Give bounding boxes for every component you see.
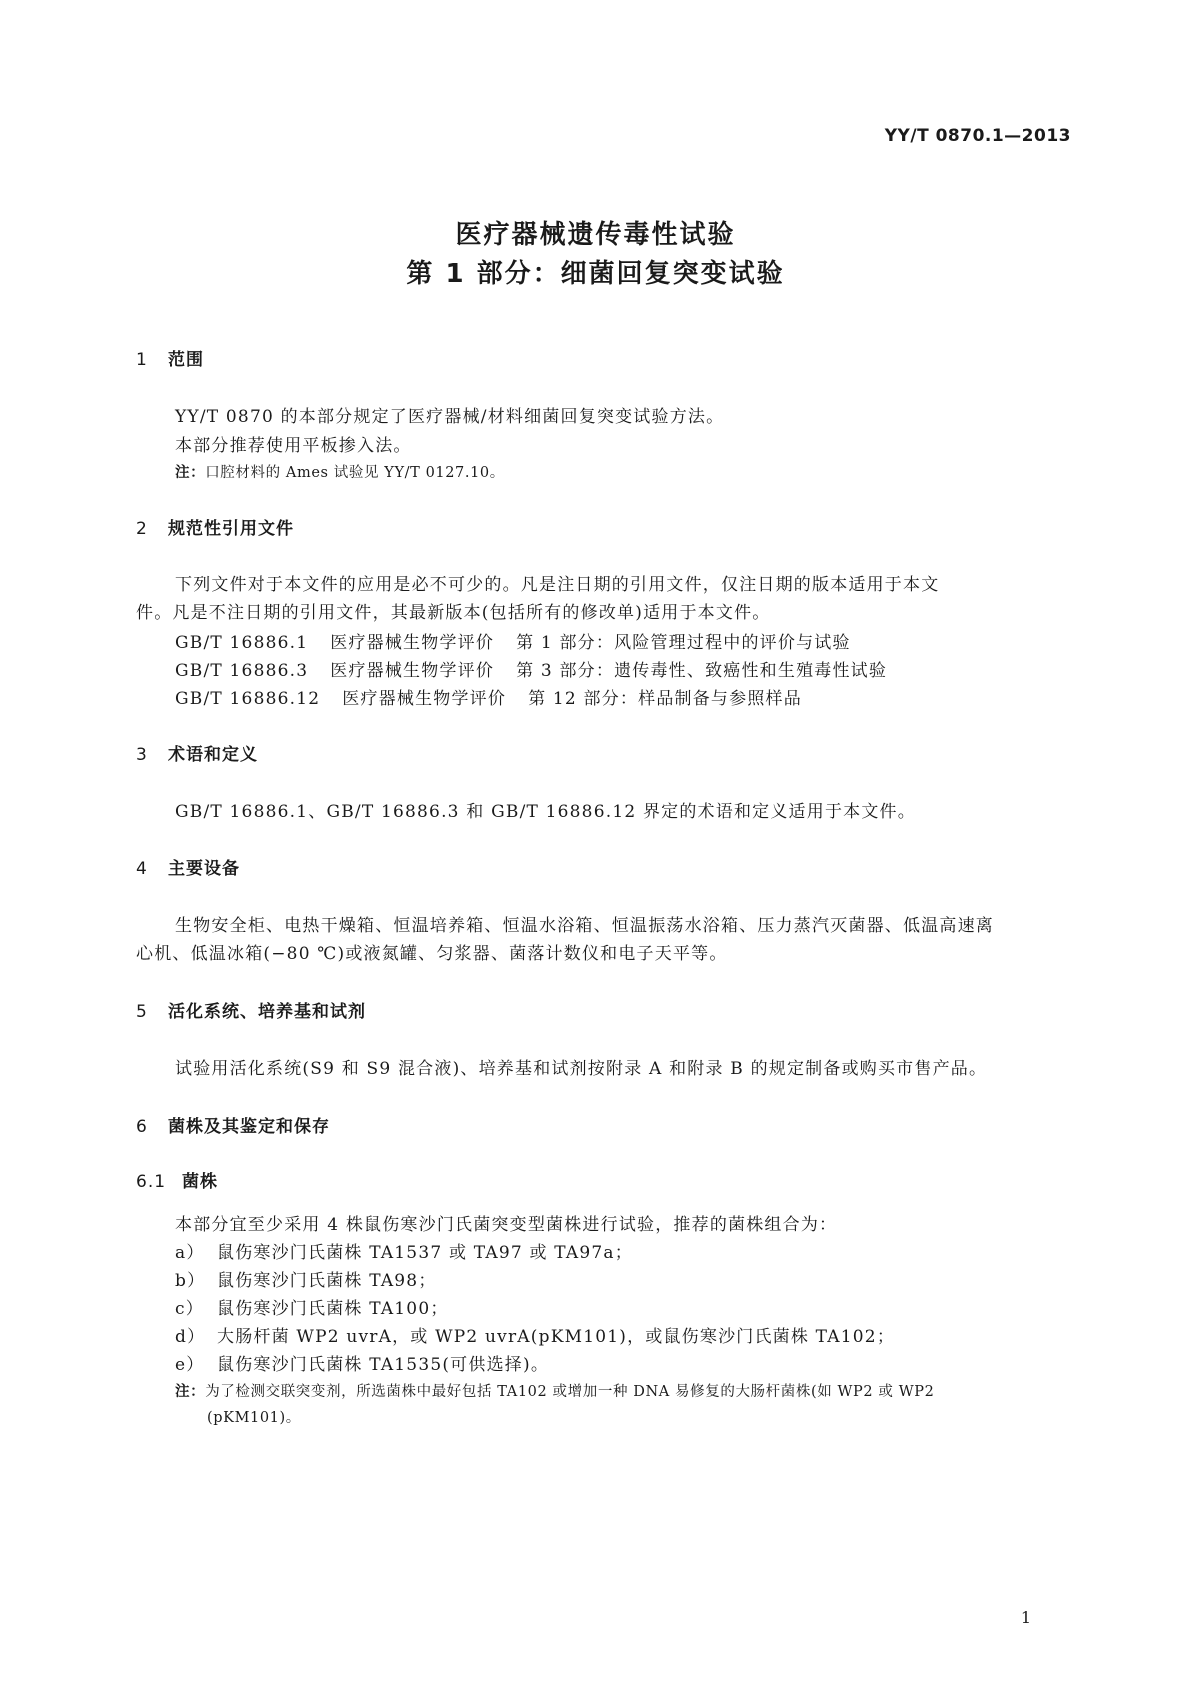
- reference-item: [175, 656, 887, 681]
- list-text: 鼠伤寒沙门氏菌株 TA98；: [217, 1271, 437, 1291]
- references-intro-line2: 件。凡是不注日期的引用文件，其最新版本(包括所有的修改单)适用于本文件。: [136, 603, 771, 623]
- list-marker: c）: [175, 1299, 204, 1319]
- activation-paragraph: 试验用活化系统(S9 和 S9 混合液)、培养基和试剂按附录 A 和附录 B 的规定制备或购买市售产品。: [175, 1059, 988, 1079]
- references-intro-line1: 下列文件对于本文件的应用是必不可少的。凡是注日期的引用文件，仅注日期的版本适用于本文: [175, 575, 940, 595]
- reference-part: 第 12 部分：样品制备与参照样品: [528, 689, 802, 709]
- reference-code: GB/T 16886.12: [175, 689, 321, 709]
- reference-part: 第 3 部分：遗传毒性、致癌性和生殖毒性试验: [516, 661, 888, 681]
- section-title: 活化系统、培养基和试剂: [168, 1002, 366, 1022]
- equipment-paragraph-line2: 心机、低温冰箱(−80 ℃)或液氮罐、匀浆器、菌落计数仪和电子天平等。: [136, 944, 728, 964]
- reference-code: GB/T 16886.1: [175, 633, 309, 653]
- reference-item: [175, 684, 802, 709]
- reference-title: 医疗器械生物学评价: [330, 661, 495, 681]
- equipment-paragraph-line1: 生物安全柜、电热干燥箱、恒温培养箱、恒温水浴箱、恒温振荡水浴箱、压力蒸汽灭菌器、低温高速离: [175, 916, 994, 936]
- scope-note: [175, 461, 505, 482]
- list-marker: d）: [175, 1327, 206, 1347]
- section-3-heading: [136, 740, 258, 765]
- section-title: 主要设备: [168, 859, 240, 879]
- section-5-heading: [136, 997, 366, 1022]
- section-number: 1: [136, 350, 148, 370]
- scope-paragraph-1: YY/T 0870 的本部分规定了医疗器械/材料细菌回复突变试验方法。: [175, 407, 725, 427]
- section-4-heading: [136, 854, 240, 879]
- reference-code: GB/T 16886.3: [175, 661, 309, 681]
- document-title-line2: 第 1 部分：细菌回复突变试验: [406, 259, 785, 289]
- section-6-1-heading: [136, 1167, 218, 1192]
- section-title: 菌株: [182, 1172, 218, 1192]
- terms-paragraph: GB/T 16886.1、GB/T 16886.3 和 GB/T 16886.12 界定的术语和定义适用于本文件。: [175, 802, 916, 822]
- page-number: 1: [1020, 1608, 1031, 1627]
- list-marker: a）: [175, 1243, 205, 1263]
- note-text: 为了检测交联突变剂，所选菌株中最好包括 TA102 或增加一种 DNA 易修复的大肠杆菌株(如 WP2 或 WP2: [205, 1384, 935, 1400]
- list-item: [175, 1238, 633, 1263]
- strains-note-line2: (pKM101)。: [207, 1410, 301, 1426]
- section-title: 菌株及其鉴定和保存: [168, 1117, 330, 1137]
- list-item: [175, 1266, 437, 1291]
- section-number: 2: [136, 519, 148, 539]
- strains-note-line1: [175, 1380, 934, 1401]
- reference-item: [175, 628, 851, 653]
- section-title: 规范性引用文件: [168, 519, 294, 539]
- list-text: 鼠伤寒沙门氏菌株 TA100；: [217, 1299, 449, 1319]
- list-item: [175, 1322, 895, 1347]
- strains-paragraph: 本部分宜至少采用 4 株鼠伤寒沙门氏菌突变型菌株进行试验，推荐的菌株组合为：: [175, 1215, 838, 1235]
- section-2-heading: [136, 514, 294, 539]
- list-marker: e）: [175, 1355, 205, 1375]
- note-label: 注：: [175, 1384, 206, 1400]
- document-title-line1: 医疗器械遗传毒性试验: [455, 220, 736, 250]
- section-6-heading: [136, 1112, 330, 1137]
- list-text: 大肠杆菌 WP2 uvrA，或 WP2 uvrA(pKM101)，或鼠伤寒沙门氏菌株 TA102；: [217, 1327, 896, 1347]
- list-item: [175, 1350, 549, 1375]
- standard-code: YY/T 0870.1—2013: [884, 126, 1071, 146]
- reference-title: 医疗器械生物学评价: [342, 689, 507, 709]
- section-number: 6.1: [136, 1172, 167, 1192]
- section-number: 4: [136, 859, 148, 879]
- section-title: 术语和定义: [168, 745, 258, 765]
- list-item: [175, 1294, 449, 1319]
- list-text: 鼠伤寒沙门氏菌株 TA1537 或 TA97 或 TA97a；: [217, 1243, 633, 1263]
- section-title: 范围: [168, 350, 204, 370]
- note-text: 口腔材料的 Ames 试验见 YY/T 0127.10。: [205, 465, 505, 481]
- section-number: 3: [136, 745, 148, 765]
- note-label: 注：: [175, 465, 206, 481]
- reference-part: 第 1 部分：风险管理过程中的评价与试验: [516, 633, 851, 653]
- section-number: 5: [136, 1002, 148, 1022]
- list-marker: b）: [175, 1271, 206, 1291]
- list-text: 鼠伤寒沙门氏菌株 TA1535(可供选择)。: [217, 1355, 550, 1375]
- scope-paragraph-2: 本部分推荐使用平板掺入法。: [175, 436, 412, 456]
- section-number: 6: [136, 1117, 148, 1137]
- section-1-heading: [136, 345, 204, 370]
- reference-title: 医疗器械生物学评价: [330, 633, 495, 653]
